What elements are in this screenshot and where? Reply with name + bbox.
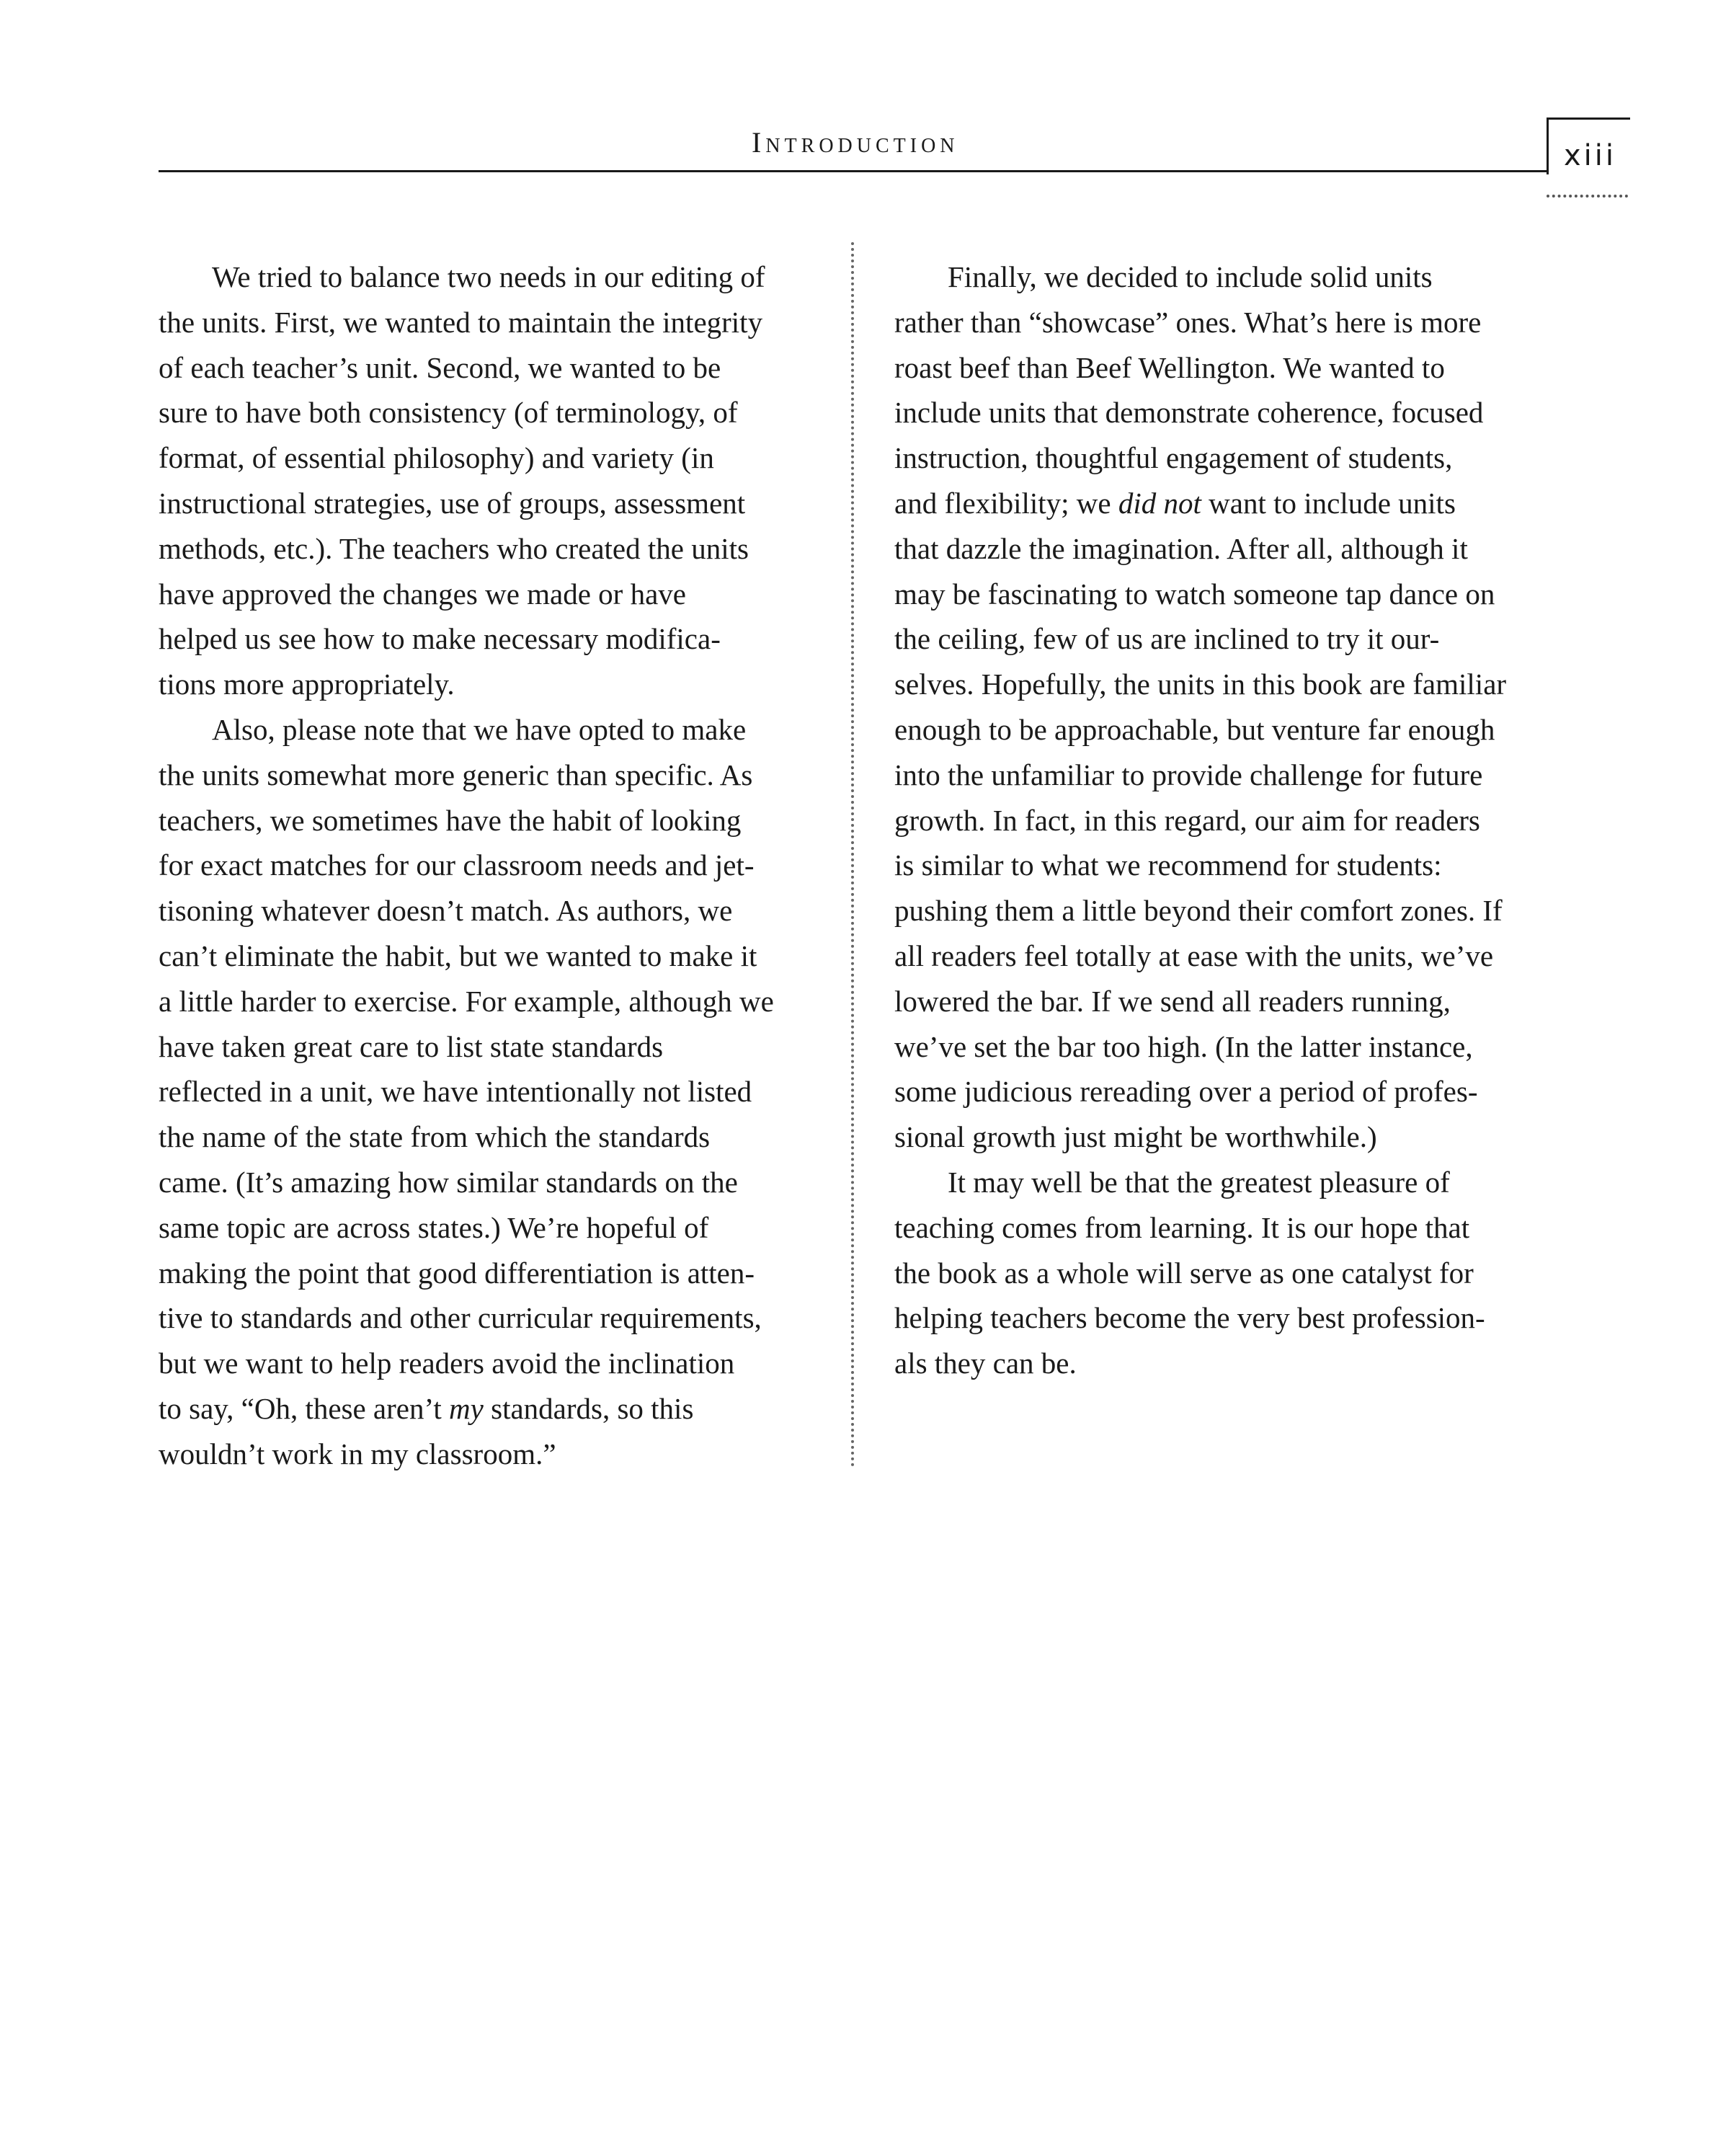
text-line: but we want to help readers avoid the inclination xyxy=(159,1347,735,1380)
folio-dotted-rule xyxy=(1547,195,1628,198)
text-line: include units that demonstrate coherence, focused xyxy=(894,396,1484,430)
paragraph xyxy=(159,254,814,707)
text-line: sional growth just might be worthwhile.) xyxy=(894,1120,1377,1154)
page-number: xiii xyxy=(1564,139,1617,172)
right-column xyxy=(894,254,1557,1386)
text-line: instructional strategies, use of groups, assessment xyxy=(159,486,746,520)
text-line: tive to standards and other curricular requirements, xyxy=(159,1301,762,1335)
text-line: wouldn’t work in my classroom.” xyxy=(159,1437,556,1470)
text-line: Finally, we decided to include solid units xyxy=(948,260,1433,293)
left-column xyxy=(159,254,814,1477)
text-line: the book as a whole will serve as one catalyst for xyxy=(894,1256,1474,1290)
text-line: reflected in a unit, we have intentionally not listed xyxy=(159,1075,752,1109)
text-line: als they can be. xyxy=(894,1347,1077,1380)
text-line: the ceiling, few of us are inclined to try it our- xyxy=(894,622,1440,656)
text-line: the units. First, we wanted to maintain the integrity xyxy=(159,305,763,339)
text-line: to say, “Oh, these aren’t my standards, so this xyxy=(159,1391,694,1425)
emphasis-text: did not xyxy=(1118,486,1201,520)
text-line: have taken great care to list state standards xyxy=(159,1029,664,1063)
text-line: format, of essential philosophy) and variety (in xyxy=(159,441,714,475)
column-divider xyxy=(851,242,854,1468)
text-line: roast beef than Beef Wellington. We wanted to xyxy=(894,350,1445,384)
emphasis-text: my xyxy=(449,1391,484,1425)
text-line: came. (It’s amazing how similar standards on the xyxy=(159,1165,738,1199)
text-line: for exact matches for our classroom needs and jet- xyxy=(159,848,755,882)
paragraph xyxy=(159,707,814,1477)
text-line: tisoning whatever doesn’t match. As authors, we xyxy=(159,894,733,928)
text-line: all readers feel totally at ease with the units, we’ve xyxy=(894,939,1494,972)
text-line: methods, etc.). The teachers who created the units xyxy=(159,531,749,565)
text-line: We tried to balance two needs in our editing of xyxy=(212,260,765,293)
running-header-title: Introduction xyxy=(752,126,959,159)
text-line: have approved the changes we made or have xyxy=(159,577,686,611)
text-line: sure to have both consistency (of terminology, of xyxy=(159,396,738,430)
text-line: pushing them a little beyond their comfort zones. If xyxy=(894,894,1503,928)
text-line: It may well be that the greatest pleasure of xyxy=(948,1165,1450,1199)
text-line: selves. Hopefully, the units in this book are familiar xyxy=(894,667,1507,701)
text-line: the units somewhat more generic than specific. As xyxy=(159,758,753,791)
text-line: tions more appropriately. xyxy=(159,667,455,701)
text-line: the name of the state from which the standards xyxy=(159,1120,711,1154)
text-line: Also, please note that we have opted to make xyxy=(212,712,747,746)
text-line: is similar to what we recommend for students: xyxy=(894,848,1442,882)
header-rule xyxy=(159,170,1547,172)
text-line: growth. In fact, in this regard, our aim for readers xyxy=(894,803,1480,837)
text-line: some judicious rereading over a period of profes- xyxy=(894,1075,1478,1109)
text-line: helping teachers become the very best profession- xyxy=(894,1301,1485,1335)
text-line: same topic are across states.) We’re hopeful of xyxy=(159,1210,709,1244)
text-line: we’ve set the bar too high. (In the latter instance, xyxy=(894,1029,1473,1063)
text-line: rather than “showcase” ones. What’s here is more xyxy=(894,305,1482,339)
text-line: lowered the bar. If we send all readers running, xyxy=(894,984,1451,1018)
text-line: a little harder to exercise. For example, although we xyxy=(159,984,774,1018)
text-line: teachers, we sometimes have the habit of looking xyxy=(159,803,742,837)
paragraph xyxy=(894,254,1557,1160)
text-line: making the point that good differentiation is atten- xyxy=(159,1256,755,1290)
text-line: instruction, thoughtful engagement of students, xyxy=(894,441,1453,475)
text-line: enough to be approachable, but venture far enough xyxy=(894,712,1495,746)
text-line: and flexibility; we did not want to include units xyxy=(894,486,1456,520)
text-line: may be fascinating to watch someone tap dance on xyxy=(894,577,1495,611)
text-line: teaching comes from learning. It is our hope that xyxy=(894,1210,1470,1244)
text-line: helped us see how to make necessary modifica- xyxy=(159,622,721,656)
text-line: that dazzle the imagination. After all, although it xyxy=(894,531,1468,565)
text-line: can’t eliminate the habit, but we wanted to make it xyxy=(159,939,757,972)
text-line: into the unfamiliar to provide challenge for future xyxy=(894,758,1483,791)
text-line: of each teacher’s unit. Second, we wanted to be xyxy=(159,350,721,384)
paragraph xyxy=(894,1160,1557,1386)
